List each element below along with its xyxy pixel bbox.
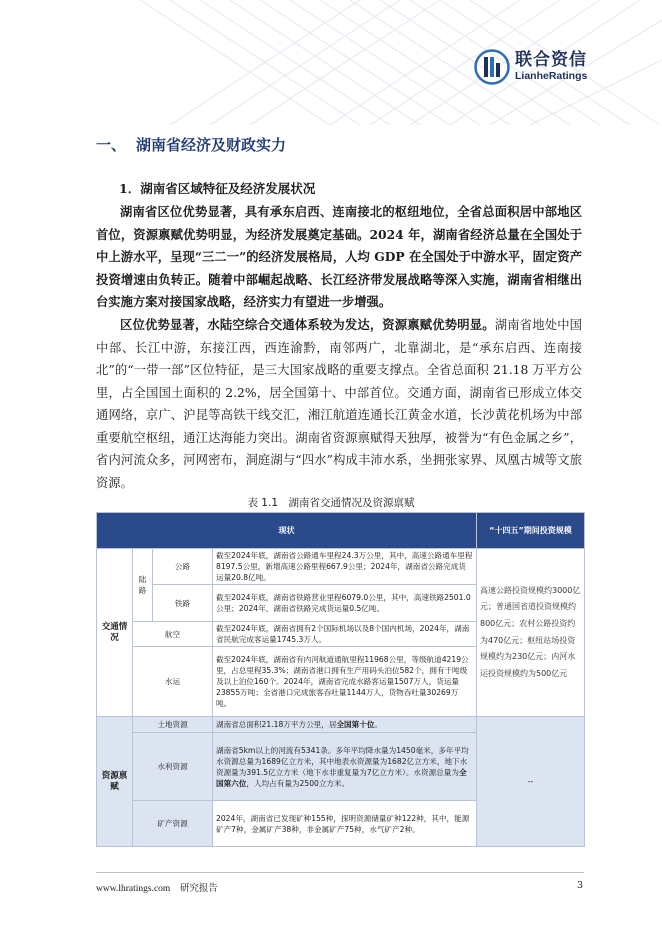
category-transport: 交通情况 [97,549,133,717]
brand-logo [474,49,587,85]
land-resource-rank: 全国第十位 [336,720,375,729]
category-resources: 资源禀赋 [97,717,133,847]
table-caption: 表 1.1 湖南省交通情况及资源禀赋 [247,497,415,509]
logo-english-text: LianheRatings [515,70,588,82]
row-label-land-resource: 土地资源 [133,717,213,733]
subsection-heading: 1．湖南省区域特征及经济发展状况 [119,181,316,196]
location-paragraph-body: 湖南省地处中国中部、长江中游，东接江西，西连渝黔，南邻两广，北靠湖北，是“承东启西、连南接北”的“一带一部”区位特征，是三大国家战略的重要支撑点。全省总面积 21.18 万平方公里，占全国国土面积的 2.2%，居全国第十、中部首位。交通方面，湖南省已形成立体交通网络，京广、沪昆等高铁干线交汇，湘江航道连通长江黄金水道，长沙黄花机场为中部重要航空枢纽，通江达海能力突出。湖南省资源禀赋得天独厚，被誉为“有色金属之乡”，省内河流众多，河网密布，洞庭湖与“四水”构成丰沛水系，坐拥张家界、凤凰古城等文旅资源。 [96,318,582,490]
resource-investment: -- [477,717,585,847]
row-label-air: 航空 [133,622,213,647]
row-label-mineral: 矿产资源 [133,801,213,847]
row-label-road: 公路 [153,549,213,585]
footer-doc-type: 研究报告 [179,884,218,894]
page-number: 3 [577,880,584,891]
lianhe-logo-icon [474,49,510,85]
section-title: 湖南省经济及财政实力 [136,136,287,154]
footer-source [96,880,218,894]
section-heading [96,134,286,155]
footer-divider [96,872,584,873]
row-desc-water-resource [213,733,477,801]
row-label-water-resource: 水利资源 [133,733,213,801]
row-desc-mineral: 2024年，湖南省已发现矿种155种，探明资源储量矿种122种，其中，能源矿产7种，金属矿产38种，非金属矿产75种，水气矿产2种。 [213,801,477,847]
land-resource-text-a: 湖南省总面积21.18万平方公里，居 [216,720,337,729]
location-paragraph-lead: 区位优势显著，水陆空综合交通体系较为发达，资源禀赋优势明显。 [120,317,495,332]
row-desc-land-resource [213,717,477,733]
transport-resource-table [96,512,585,847]
header-investment: “十四五”期间投资规模 [477,513,585,549]
land-resource-text-c: 。 [374,720,383,729]
row-desc-rail: 截至2024年底，湖南省铁路营业里程6079.0公里，其中，高速铁路2501.0公里；2024年，湖南省铁路完成货运量0.5亿吨。 [213,585,477,622]
row-desc-water: 截至2024年底，湖南省有内河航道通航里程11968公里，等级航道4219公里，占总里程35.3%；湖南省港口拥有生产用码头泊位582个，拥有千吨级及以上泊位160个。2024年，湖南省完成水路客运量1507万人，货运量23855万吨；全省港口完成旅客吞吐量1144万人，货物吞吐量30269万吨。 [213,647,477,717]
row-label-rail: 铁路 [153,585,213,622]
row-label-water: 水运 [133,647,213,717]
logo-chinese-text: 联合资信 [515,50,587,70]
water-resource-rank: 全国第六位 [216,767,467,788]
summary-paragraph: 湖南省区位优势显著，具有承东启西、连南接北的枢纽地位，全省总面积居中部地区首位，资源禀赋优势明显，为经济发展奠定基础。2024 年，湖南省经济总量在全国处于中上游水平，呈现“三二一”的经济发展格局，人均 GDP 在全国处于中游水平，固定资产投资增速由负转正。随着中部崛起战略、长江经济带发展战略等深入实施，湖南省相继出台实施方案对接国家战略，经济实力有望进一步增强。 [96,204,582,309]
header-status: 现状 [97,513,477,549]
transport-investment: 高速公路投资规模约3000亿元；普通国省道投资规模约800亿元；农村公路投资约为470亿元；枢纽站场投资规模约为230亿元；内河水运投资规模约为500亿元 [477,549,585,717]
row-desc-road: 截至2024年底，湖南省公路通车里程24.3万公里，其中，高速公路通车里程8197.5公里，新增高速公路里程667.9公里；2024年，湖南省公路完成货运量20.8亿吨。 [213,549,477,585]
water-resource-text-c: ，人均占有量为2500立方米。 [246,778,350,788]
footer-website[interactable]: www.lhratings.com [96,884,171,894]
water-resource-text-a: 湖南省5km以上的河流有5341条。多年平均降水量为1450毫米，多年平均水资源总量为1689亿立方米，其中地表水资源量为1682亿立方米，地下水资源量为391.5亿立方米（地下水非重复量为7亿立方米）。水资源总量为 [216,745,469,777]
location-paragraph [96,314,582,494]
land-transport-label: 陆路 [133,549,153,622]
section-number: 一、 [96,136,127,154]
row-desc-air: 截至2024年底，湖南省拥有2个国际机场以及8个国内机场，2024年，湖南省民航完成客运量1745.3万人。 [213,622,477,647]
